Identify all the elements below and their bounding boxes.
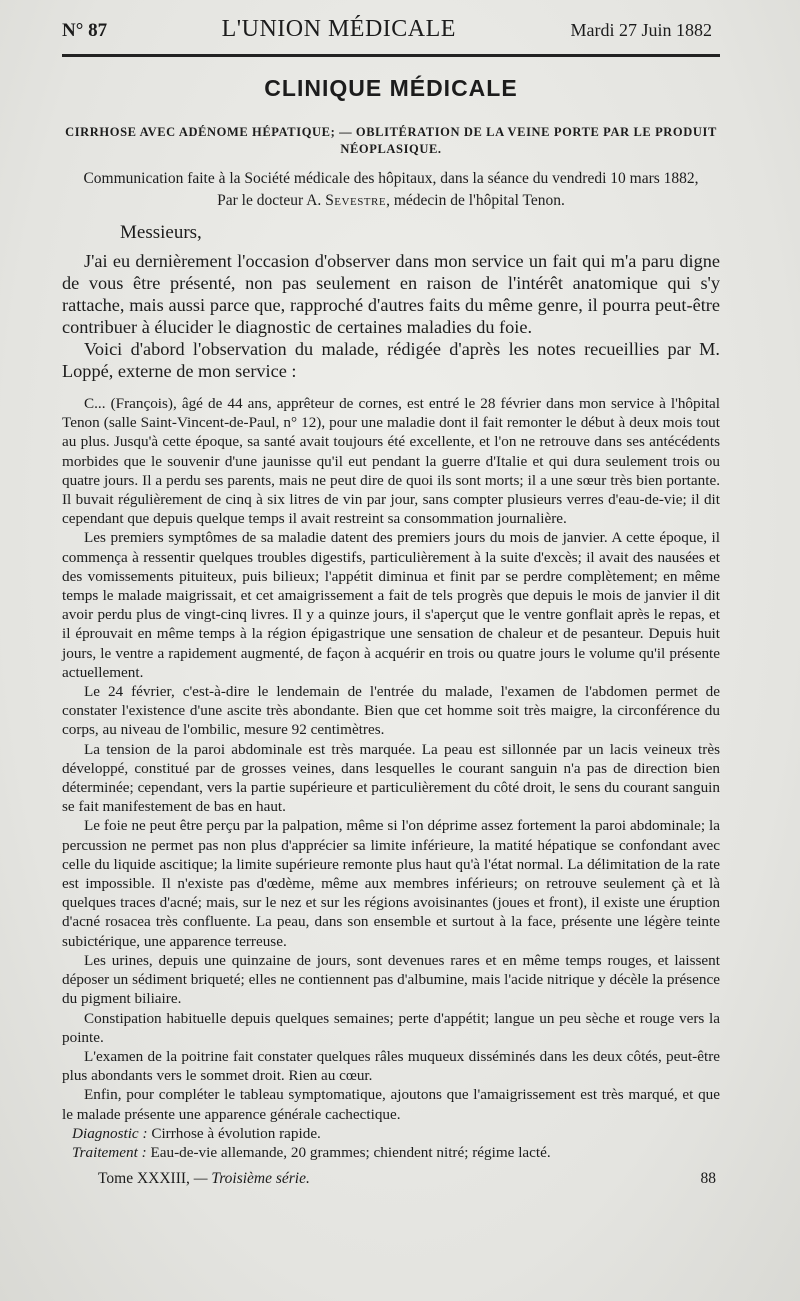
observation-paragraph: Le foie ne peut être perçu par la palpation, même si l'on déprime assez fortement la paroi abdominale; la percussion ne permet pas non plus d'apprécier sa limite inférieure, la matité hépatique se confondant avec celle du liquide ascitique; la limite supérieure remonte plus haut qu'à l'état normal. La délimitation de la rate est impossible. Il n'existe pas d'œdème, même aux membres inférieurs; on retrouve seulement çà et là quelques traces d'acné; mais, sur le nez et sur les régions avoisinantes (joues et front), il existe une éruption d'acné rosacea très confluente. La peau, dans son ensemble et surtout à la face, présente une légère teinte subictérique, une apparence terreuse. — [62, 817, 720, 950]
traitement-label: Traitement : — [72, 1143, 147, 1161]
author-prefix: Par le docteur A. — [217, 192, 322, 209]
issue-number: N° 87 — [62, 20, 108, 41]
intro-text — [62, 250, 720, 382]
observation-paragraph: Enfin, pour compléter le tableau symptomatique, ajoutons que l'amaigrissement est très marqué, et que le malade présente une apparence générale cachectique. — [62, 1086, 720, 1123]
section-title: CLINIQUE MÉDICALE — [264, 75, 518, 101]
author-name: Sevestre — [325, 192, 387, 209]
running-header — [62, 16, 720, 50]
footer-volume — [98, 1170, 310, 1188]
diagnostic-label: Diagnostic : — [72, 1124, 148, 1142]
observation-paragraph: C... (François), âgé de 44 ans, apprêteur de cornes, est entré le 28 février dans mon service à l'hôpital Tenon (salle Saint-Vincent-de-Paul, n° 12), pour une maladie dont il fait remonter le début à deux mois tout au plus. Jusqu'à cette époque, sa santé avait toujours été excellente, et l'on ne retrouve dans ses antécédents morbides que le souvenir d'une jaunisse qu'il eut pendant la guerre d'Italie et qui dura seulement trois ou quatre jours. Il a perdu ses parents, mais ne peut dire de quoi ils sont morts; il a une sœur très bien portante. Il buvait régulièrement de cinq à six litres de vin par jour, sans compter plusieurs verres d'eau-de-vie; il dit cependant que depuis quelque temps il avait restreint sa consommation journalière. — [62, 395, 720, 528]
traitement-text: Eau-de-vie allemande, 20 grammes; chiendent nitré; régime lacté. — [146, 1143, 551, 1161]
communication-line: Communication faite à la Société médicale des hôpitaux, dans la séance du vendredi 10 mars 1882, — [83, 170, 699, 187]
series-label: — Troisième série. — [189, 1170, 310, 1188]
author-suffix: , médecin de l'hôpital Tenon. — [386, 192, 565, 209]
diagnostic-line — [62, 1124, 720, 1143]
issue-date: Mardi 27 Juin 1882 — [570, 20, 712, 40]
salutation: Messieurs, — [120, 222, 202, 243]
intro-paragraph: Voici d'abord l'observation du malade, rédigée d'après les notes recueillies par M. Loppé, externe de mon service : — [62, 339, 720, 381]
page-footer — [62, 1170, 720, 1188]
author-line — [62, 190, 720, 212]
intro-paragraph: J'ai eu dernièrement l'occasion d'observer dans mon service un fait qui m'a paru digne de vous être présenté, non pas seulement en raison de l'intérêt anatomique qui s'y rattache, mais aussi parce que, rapproché d'autres faits du même genre, il pourra peut-être contribuer à élucider le diagnostic de certaines maladies du foie. — [62, 251, 720, 337]
header-rule — [62, 54, 720, 57]
diagnostic-text: Cirrhose à évolution rapide. — [147, 1124, 321, 1142]
observation-text — [62, 394, 720, 1162]
article-subject: CIRRHOSE AVEC ADÉNOME HÉPATIQUE; — OBLITÉRATION DE LA VEINE PORTE PAR LE PRODUIT NÉOPLASIQUE. — [65, 125, 717, 156]
observation-paragraph: Les premiers symptômes de sa maladie datent des premiers jours du mois de janvier. A cette époque, il commença à ressentir quelques troubles digestifs, particulièrement à la suite d'excès; il avait des nausées et des vomissements pituiteux, puis bilieux; l'appétit diminua et finit par se perdre complètement; en même temps le malade maigrissait, et cet amaigrissement a fait de tels progrès que depuis le mois de janvier il dit avoir perdu plus de vingt-cinq livres. Il y a quinze jours, il s'aperçut que le ventre gonflait après le repas, et il éprouvait en même temps à la région épigastrique une sensation de chaleur et de pesanteur. Depuis huit jours, le ventre a rapidement augmenté, de façon à acquérir en trois ou quatre jours le volume qu'il présente actuellement. — [62, 529, 720, 681]
journal-title: L'UNION MÉDICALE — [221, 16, 456, 42]
observation-paragraph: L'examen de la poitrine fait constater quelques râles muqueux disséminés dans les deux côtés, peut-être plus abondants vers le sommet droit. Rien au cœur. — [62, 1047, 720, 1085]
page-number: 88 — [700, 1170, 716, 1188]
observation-paragraph: Les urines, depuis une quinzaine de jours, sont devenues rares et en même temps rouges, et laissent déposer un sédiment briqueté; elles ne contiennent pas d'albumine, mais l'acide nitrique y décèle la présence du pigment biliaire. — [62, 951, 720, 1008]
observation-paragraph: Constipation habituelle depuis quelques semaines; perte d'appétit; langue un peu sèche et rouge vers la pointe. — [62, 1009, 720, 1046]
observation-paragraph: La tension de la paroi abdominale est très marquée. La peau est sillonnée par un lacis veineux très développé, constitué par de grosses veines, dans lesquelles le courant sanguin n'a pas de direction bien déterminée; cependant, vers la partie supérieure et particulièrement du côté droit, le sens du courant sanguin se fait manifestement de bas en haut. — [62, 740, 720, 816]
observation-paragraph: Le 24 février, c'est-à-dire le lendemain de l'entrée du malade, l'examen de l'abdomen permet de constater l'existence d'une ascite très abondante. Bien que cet homme soit très maigre, la circonférence du corps, au niveau de l'ombilic, mesure 92 centimètres. — [62, 683, 720, 739]
volume-label: Tome XXXIII, — [98, 1170, 190, 1188]
traitement-line — [62, 1143, 720, 1162]
